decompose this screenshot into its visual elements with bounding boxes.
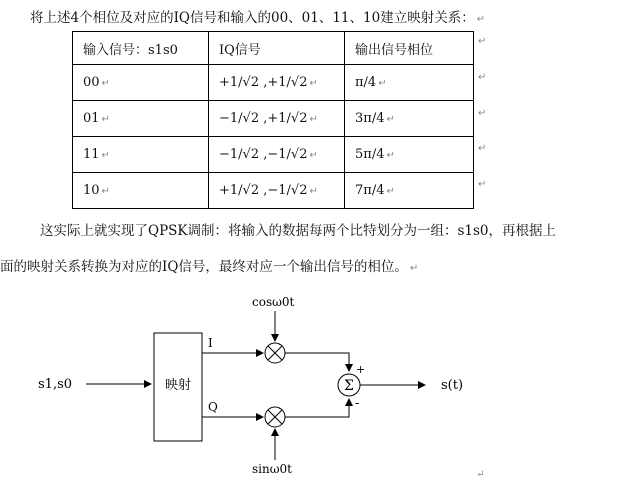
- paragraph-line-1: 这实际上就实现了QPSK调制：将输入的数据每两个比特划分为一组：s1s0，再根据上: [40, 223, 557, 239]
- cell-phase: π/4 ↵: [345, 65, 474, 101]
- minus-sign: -: [355, 396, 360, 411]
- sigma-icon: Σ: [344, 378, 354, 394]
- table-row: [73, 65, 474, 101]
- return-mark: ↵: [309, 186, 318, 197]
- cell-phase: 5π/4 ↵: [345, 137, 474, 173]
- return-mark: ↵: [386, 114, 395, 125]
- cell-input: 01 ↵: [73, 101, 209, 137]
- return-mark: ↵: [478, 108, 487, 119]
- multiplier-i: [265, 343, 285, 363]
- header-phase: 输出信号相位: [345, 32, 474, 65]
- cell-phase: 7π/4 ↵: [345, 173, 474, 209]
- qpsk-modulator-diagram: [0, 285, 632, 479]
- cell-phase: 3π/4 ↵: [345, 101, 474, 137]
- sin-label: sinω0t: [252, 462, 292, 476]
- input-label: s1,s0: [38, 377, 73, 392]
- return-mark: ↵: [101, 186, 110, 197]
- return-mark: ↵: [409, 263, 419, 274]
- cell-input: 10 ↵: [73, 173, 209, 209]
- cell-iq: −1/√2 ,−1/√2 ↵: [209, 137, 345, 173]
- return-mark: ↵: [478, 143, 487, 154]
- plus-sign: +: [356, 363, 366, 376]
- q-label: Q: [208, 400, 218, 414]
- return-mark: ↵: [478, 72, 487, 83]
- intro-text: 将上述4个相位及对应的IQ信号和输入的00、01、11、10建立映射关系： ↵: [30, 10, 486, 26]
- table-header-row: [73, 32, 474, 65]
- return-mark: ↵: [309, 78, 318, 89]
- return-mark: ↵: [476, 469, 485, 479]
- return-mark: ↵: [309, 150, 318, 161]
- table-row: [73, 173, 474, 209]
- cell-input: 11 ↵: [73, 137, 209, 173]
- return-mark: ↵: [478, 36, 487, 47]
- cell-iq: +1/√2 ,−1/√2 ↵: [209, 173, 345, 209]
- header-input: 输入信号：s1s0: [73, 32, 209, 65]
- multiplier-q: [265, 407, 285, 427]
- mapper-label: 映射: [164, 378, 192, 393]
- return-mark: ↵: [478, 179, 487, 190]
- output-label: s(t): [441, 378, 464, 393]
- cell-iq: +1/√2 ,+1/√2 ↵: [209, 65, 345, 101]
- return-mark: ↵: [386, 186, 395, 197]
- return-mark: ↵: [309, 114, 318, 125]
- cell-iq: −1/√2 ,+1/√2 ↵: [209, 101, 345, 137]
- return-mark: ↵: [101, 150, 110, 161]
- paragraph-line-2: 面的映射关系转换为对应的IQ信号，最终对应一个输出信号的相位。 ↵: [0, 259, 419, 275]
- return-mark: ↵: [101, 114, 110, 125]
- return-mark: ↵: [386, 150, 395, 161]
- return-mark: ↵: [101, 78, 110, 89]
- q-to-sum-arrow: [285, 399, 349, 417]
- table-row: [73, 101, 474, 137]
- return-mark: ↵: [476, 14, 486, 25]
- header-iq: IQ信号: [209, 32, 345, 65]
- mapping-table: [72, 31, 474, 209]
- return-mark: ↵: [378, 78, 387, 89]
- i-label: I: [208, 336, 213, 350]
- cell-input: 00 ↵: [73, 65, 209, 101]
- i-to-sum-arrow: [285, 353, 349, 371]
- table-row: [73, 137, 474, 173]
- cos-label: cosω0t: [252, 295, 295, 309]
